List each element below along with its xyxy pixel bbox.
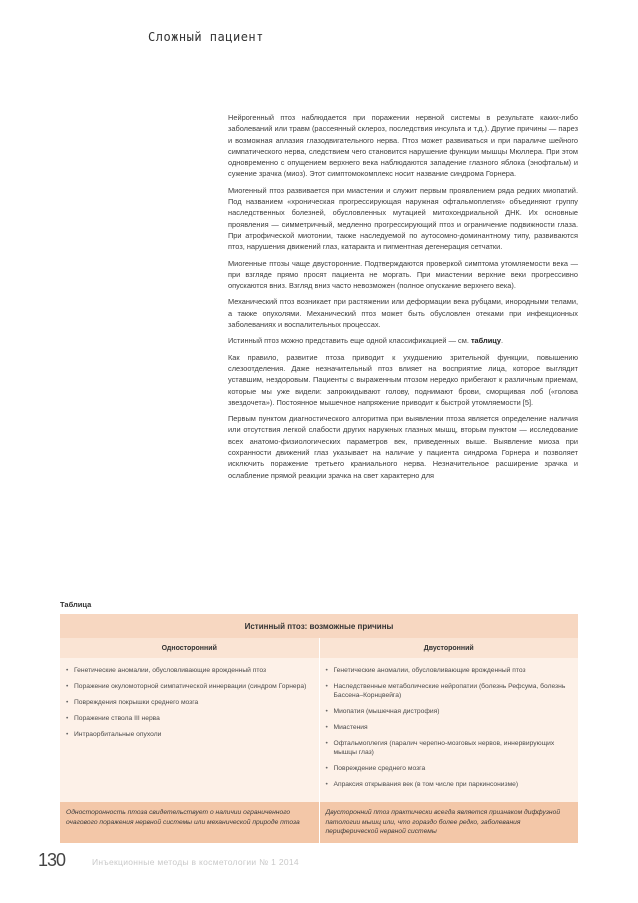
article-column bbox=[228, 112, 578, 486]
table-reference: таблицу bbox=[470, 336, 501, 346]
list-item: • Офтальмоплегия (паралич черепно-мозговых нервов, иннервирующих мышцы глаз) bbox=[326, 739, 573, 757]
table-cell-unilateral bbox=[60, 658, 319, 802]
journal-footer: Инъекционные методы в косметологии № 1 2014 bbox=[92, 857, 299, 867]
table-label: Таблица bbox=[60, 600, 92, 609]
page-number: 130 bbox=[38, 850, 66, 870]
table-footnote-bilateral: Двусторонний птоз практически всегда является признаком диффузной патологии мышц или, что гораздо более редко, заболевания периферической нервной системы bbox=[319, 802, 578, 843]
list-item: • Генетические аномалии, обусловливающие врожденный птоз bbox=[66, 666, 313, 675]
list-item: • Апраксия открывания век (в том числе при паркинсонизме) bbox=[326, 780, 573, 789]
table-header-unilateral: Односторонний bbox=[60, 638, 319, 658]
list-item: • Повреждения покрышки среднего мозга bbox=[66, 698, 313, 707]
bilateral-list bbox=[326, 666, 573, 789]
paragraph-classification bbox=[228, 335, 578, 346]
paragraph-myogenic-bilateral: Миогенные птозы чаще двусторонние. Подтверждаются проверкой симптома утомляемости века — при взгляде прямо просят пациента не моргать. При миастении верхние веки прогрессивно опускаются вниз. Взгляд вниз часто невозможен (полное опускание верхнего века). bbox=[228, 258, 578, 291]
paragraph-mechanical: Механический птоз возникает при растяжении или деформации века рубцами, инородными телами, а также опухолями. Механический птоз может быть обусловлен отеками при инфекционных заболеваниях и воспалительных процессах. bbox=[228, 297, 578, 330]
list-item: • Наследственные метаболические нейропатии (болезнь Рефсума, болезнь Бассена–Корнцвейга) bbox=[326, 682, 573, 700]
list-item: • Поражение окуломоторной симпатической иннервации (синдром Горнера) bbox=[66, 682, 313, 691]
unilateral-list bbox=[66, 666, 313, 739]
paragraph-neurogenic: Нейрогенный птоз наблюдается при поражении нервной системы в результате каких-либо заболеваний или травм (рассеянный склероз, последствия инсульта и т.д.). Другие причины — парез и возможная аплазия глазодвигательного нерва. Птоз может развиваться и при параличе шейного симпатического нерва, следствием чего становится нарушение функции мышцы Мюллера. При этом одновременно с опущением верхнего века наблюдаются западение глазного яблока (энофтальм) и сужение зрачка (миоз). Этот симптомокомплекс носит название синдрома Горнера. bbox=[228, 113, 578, 179]
list-item: • Миастения bbox=[326, 723, 573, 732]
paragraph-consequences: Как правило, развитие птоза приводит к ухудшению зрительной функции, повышению слезоотделения. Даже незначительный птоз влияет на восприятие лица, которое выглядит уставшим, нездоровым. Пациенты с выраженным птозом нередко прибегают к различным приемам, которые мы уже видели: запрокидывают голову, поднимают брови, сморщивая лоб («голова звездочета»). Постоянное мышечное напряжение приводит к быстрой утомляемости [5]. bbox=[228, 352, 578, 407]
page-header-title: Сложный пациент bbox=[148, 30, 264, 44]
list-item: • Поражение ствола III нерва bbox=[66, 714, 313, 723]
paragraph-myogenic: Миогенный птоз развивается при миастении и служит первым проявлением ряда редких миопатий. Под названием «хроническая прогрессирующая наружная офтальмоплегия» объединяют группу наследственных болезней, обусловленных мутацией митохондриальной ДНК. Их основные проявления — симметричный, медленно прогрессирующий птоз и ограничение подвижности глаза. При атрофической миотонии, также наследуемой по аутосомно-доминантному типу, развиваются птоз, нарушения движений глаз, катаракта и пигментная дегенерация сетчатки. bbox=[228, 185, 578, 252]
paragraph-diagnostics: Первым пунктом диагностического алгоритма при выявлении птоза является определение наличия или отсутствия легкой слабости других наружных глазных мышц, вторым пунктом — исследование всех анатомо-физиологических параметров век, приведенных выше. Выявление миоза при сохранности движений глаз указывает на наличие у пациента синдрома Горнера и позволяет исключить поражение третьего краниального нерва. Незначительное расширение зрачка и ослабление прямой реакции зрачка на свет характерно для bbox=[228, 414, 578, 480]
causes-table bbox=[60, 614, 578, 843]
table-footnote-unilateral: Односторонность птоза свидетельствует о наличии ограниченного очагового поражения нервной системы или механической природе птоза bbox=[60, 802, 319, 843]
list-item: • Повреждение среднего мозга bbox=[326, 764, 573, 773]
table-cell-bilateral bbox=[319, 658, 578, 802]
table-title: Истинный птоз: возможные причины bbox=[60, 614, 578, 638]
list-item: • Миопатия (мышечная дистрофия) bbox=[326, 707, 573, 716]
list-item: • Генетические аномалии, обусловливающие врожденный птоз bbox=[326, 666, 573, 675]
table-header-bilateral: Двусторонний bbox=[319, 638, 578, 658]
list-item: • Интраорбитальные опухоли bbox=[66, 730, 313, 739]
paragraph-classification-text: Истинный птоз можно представить еще одной классификацией — см. bbox=[228, 336, 471, 346]
paragraph-classification-tail: . bbox=[500, 336, 504, 346]
